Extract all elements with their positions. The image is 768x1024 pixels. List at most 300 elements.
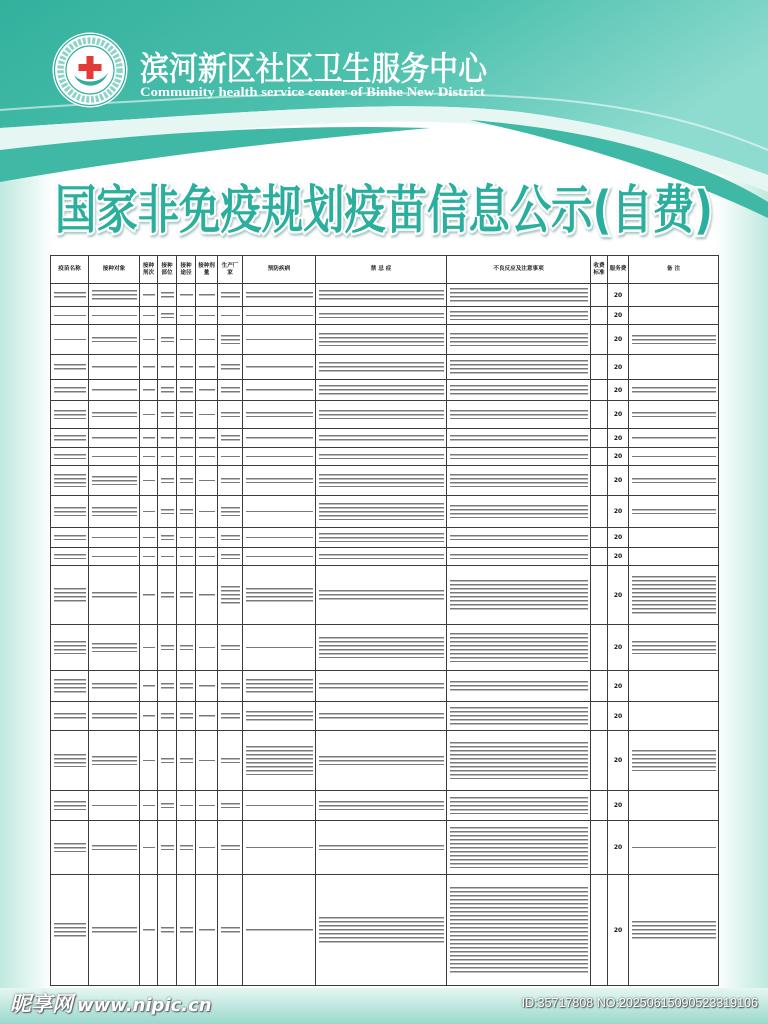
- table-cell: [196, 671, 218, 702]
- table-cell: [316, 307, 447, 325]
- illegible-small-print: [180, 412, 193, 418]
- table-cell: [629, 284, 719, 307]
- illegible-small-print: [221, 803, 240, 809]
- illegible-small-print: [92, 556, 137, 558]
- table-cell: [447, 821, 591, 875]
- illegible-small-print: [161, 437, 174, 439]
- header-adverse-reactions: 不良反应及注意事项: [447, 256, 591, 284]
- table-row: [51, 284, 719, 307]
- illegible-small-print: [319, 713, 444, 719]
- illegible-small-print: [632, 921, 716, 939]
- table-cell: [177, 528, 196, 548]
- table-cell: [89, 821, 140, 875]
- table-cell: [177, 875, 196, 986]
- table-cell: [591, 325, 608, 355]
- table-cell: [196, 875, 218, 986]
- table-row: [51, 625, 719, 671]
- illegible-small-print: [199, 647, 215, 649]
- table-cell: [608, 671, 629, 702]
- illegible-small-print: [319, 385, 444, 395]
- illegible-small-print: [319, 454, 444, 460]
- table-body: [51, 284, 719, 986]
- table-cell: [218, 625, 243, 671]
- illegible-small-print: [180, 713, 193, 719]
- table-cell: [89, 325, 140, 355]
- illegible-small-print: [143, 760, 155, 762]
- illegible-small-print: [54, 923, 86, 937]
- table-cell: [629, 821, 719, 875]
- table-cell: [243, 875, 316, 986]
- table-cell: [591, 731, 608, 791]
- illegible-small-print: [221, 927, 240, 933]
- service-fee-value: 20: [613, 591, 623, 599]
- table-cell: [158, 284, 177, 307]
- illegible-small-print: [450, 535, 588, 541]
- illegible-small-print: [632, 641, 716, 655]
- table-cell: [177, 566, 196, 625]
- illegible-small-print: [199, 414, 215, 416]
- table-cell: [51, 702, 89, 731]
- table-cell: [447, 496, 591, 528]
- illegible-small-print: [319, 533, 444, 543]
- org-name-en: Community health service center of Binhe New District: [140, 84, 486, 99]
- illegible-small-print: [161, 292, 174, 298]
- service-fee-value: 20: [613, 386, 623, 394]
- illegible-small-print: [199, 511, 215, 513]
- table-cell: [89, 528, 140, 548]
- table-cell: [158, 875, 177, 986]
- illegible-small-print: [92, 756, 137, 766]
- table-cell: [218, 548, 243, 566]
- table-cell: [447, 625, 591, 671]
- table-cell: [140, 429, 158, 448]
- table-cell: [629, 731, 719, 791]
- illegible-small-print: [92, 927, 137, 933]
- illegible-small-print: [221, 586, 240, 604]
- table-cell: [140, 528, 158, 548]
- table-cell: [591, 625, 608, 671]
- illegible-small-print: [180, 592, 193, 598]
- table-cell: [177, 307, 196, 325]
- service-fee-value: 20: [613, 844, 623, 851]
- table-cell: [89, 548, 140, 566]
- illegible-small-print: [199, 480, 215, 482]
- illegible-small-print: [161, 456, 174, 458]
- illegible-small-print: [221, 364, 240, 370]
- table-cell: [158, 731, 177, 791]
- table-cell: [51, 821, 89, 875]
- illegible-small-print: [450, 454, 588, 460]
- illegible-small-print: [143, 414, 155, 416]
- table-cell: [158, 448, 177, 466]
- table-cell: [140, 791, 158, 821]
- table-cell: [316, 466, 447, 496]
- table-cell: [218, 566, 243, 625]
- illegible-small-print: [632, 437, 716, 439]
- illegible-small-print: [319, 333, 444, 347]
- table-cell: [591, 875, 608, 986]
- table-cell: [316, 791, 447, 821]
- illegible-small-print: [143, 315, 155, 317]
- illegible-small-print: [92, 412, 137, 418]
- illegible-small-print: [143, 480, 155, 482]
- illegible-small-print: [221, 535, 240, 541]
- illegible-small-print: [180, 387, 193, 393]
- illegible-small-print: [246, 292, 313, 298]
- table-cell: [177, 401, 196, 429]
- table-cell: [177, 380, 196, 401]
- table-cell: [89, 307, 140, 325]
- illegible-small-print: [221, 507, 240, 517]
- page-header: [0, 30, 520, 110]
- table-cell: [158, 380, 177, 401]
- table-cell: [316, 821, 447, 875]
- table-cell: [177, 731, 196, 791]
- illegible-small-print: [180, 478, 193, 484]
- illegible-small-print: [319, 503, 444, 521]
- table-cell: [629, 307, 719, 325]
- table-cell: [158, 821, 177, 875]
- table-cell: [629, 429, 719, 448]
- table-cell: [243, 731, 316, 791]
- table-cell: [177, 448, 196, 466]
- table-cell: [158, 566, 177, 625]
- illegible-small-print: [199, 315, 215, 317]
- header-disease: 预防疾病: [243, 256, 316, 284]
- table-cell: [196, 566, 218, 625]
- table-cell: [140, 496, 158, 528]
- table-cell: [89, 466, 140, 496]
- illegible-small-print: [632, 335, 716, 345]
- table-cell: [89, 401, 140, 429]
- watermark-id: ID:35717808 NO:20250615090523319106: [521, 996, 758, 1010]
- table-cell: [591, 791, 608, 821]
- illegible-small-print: [319, 637, 444, 659]
- table-cell: [177, 791, 196, 821]
- table-cell: [316, 548, 447, 566]
- illegible-small-print: [319, 801, 444, 811]
- table-cell: [447, 355, 591, 380]
- service-fee-value: 20: [613, 363, 623, 371]
- table-cell: [629, 791, 719, 821]
- table-cell: [243, 325, 316, 355]
- table-cell: [196, 284, 218, 307]
- illegible-small-print: [199, 366, 215, 368]
- table-cell: [608, 731, 629, 791]
- illegible-small-print: [180, 366, 193, 368]
- illegible-small-print: [221, 387, 240, 393]
- illegible-small-print: [92, 389, 137, 391]
- illegible-small-print: [92, 366, 137, 368]
- illegible-small-print: [92, 537, 137, 539]
- table-cell: [608, 401, 629, 429]
- illegible-small-print: [92, 290, 137, 300]
- table-cell: [140, 325, 158, 355]
- illegible-small-print: [143, 366, 155, 368]
- illegible-small-print: [180, 805, 193, 807]
- illegible-small-print: [246, 437, 313, 439]
- table-cell: [608, 355, 629, 380]
- illegible-small-print: [246, 366, 313, 368]
- illegible-small-print: [450, 505, 588, 519]
- illegible-small-print: [92, 805, 137, 807]
- page-title-block: [0, 160, 768, 250]
- illegible-small-print: [221, 683, 240, 689]
- table-cell: [447, 548, 591, 566]
- table-row: [51, 401, 719, 429]
- table-cell: [158, 496, 177, 528]
- table-row: [51, 671, 719, 702]
- table-row: [51, 821, 719, 875]
- illegible-small-print: [450, 707, 588, 725]
- table-cell: [608, 284, 629, 307]
- illegible-small-print: [161, 758, 174, 764]
- illegible-small-print: [450, 554, 588, 560]
- service-fee-value: 20: [613, 411, 623, 418]
- table-cell: [608, 625, 629, 671]
- illegible-small-print: [246, 929, 313, 931]
- table-cell: [218, 307, 243, 325]
- illegible-small-print: [199, 339, 215, 341]
- table-cell: [243, 671, 316, 702]
- illegible-small-print: [143, 437, 155, 439]
- table-cell: [177, 496, 196, 528]
- table-cell: [218, 791, 243, 821]
- table-row: [51, 702, 719, 731]
- table-cell: [89, 791, 140, 821]
- illegible-small-print: [319, 410, 444, 420]
- table-cell: [447, 429, 591, 448]
- table-cell: [608, 380, 629, 401]
- table-cell: [447, 325, 591, 355]
- table-cell: [218, 325, 243, 355]
- table-cell: [89, 284, 140, 307]
- illegible-small-print: [143, 537, 155, 539]
- table-cell: [218, 731, 243, 791]
- table-cell: [447, 702, 591, 731]
- illegible-small-print: [221, 412, 240, 418]
- illegible-small-print: [450, 288, 588, 302]
- table-row: [51, 307, 719, 325]
- table-cell: [447, 380, 591, 401]
- illegible-small-print: [54, 339, 86, 341]
- illegible-small-print: [199, 389, 215, 391]
- table-cell: [243, 429, 316, 448]
- table-cell: [177, 821, 196, 875]
- illegible-small-print: [92, 315, 137, 317]
- illegible-small-print: [143, 685, 155, 687]
- illegible-small-print: [632, 576, 716, 614]
- illegible-small-print: [221, 845, 240, 851]
- table-cell: [140, 466, 158, 496]
- table-cell: [243, 466, 316, 496]
- header-site: 接种部位: [158, 256, 177, 284]
- illegible-small-print: [161, 556, 174, 558]
- table-cell: [196, 466, 218, 496]
- illegible-small-print: [632, 412, 716, 418]
- illegible-small-print: [161, 683, 174, 689]
- header-service-fee: 服务费: [608, 256, 629, 284]
- illegible-small-print: [161, 713, 174, 719]
- service-fee-value: 20: [613, 802, 623, 809]
- service-fee-value: 20: [613, 477, 623, 484]
- illegible-small-print: [450, 385, 588, 395]
- table-cell: [177, 429, 196, 448]
- illegible-small-print: [180, 645, 193, 651]
- table-cell: [591, 284, 608, 307]
- illegible-small-print: [199, 929, 215, 931]
- table-cell: [218, 466, 243, 496]
- table-cell: [591, 671, 608, 702]
- table-cell: [51, 791, 89, 821]
- table-cell: [177, 284, 196, 307]
- table-cell: [51, 875, 89, 986]
- header-target-group: 接种对象: [89, 256, 140, 284]
- illegible-small-print: [221, 435, 240, 441]
- table-cell: [89, 496, 140, 528]
- table-cell: [316, 731, 447, 791]
- table-cell: [608, 702, 629, 731]
- table-cell: [51, 325, 89, 355]
- illegible-small-print: [161, 478, 174, 484]
- table-cell: [196, 496, 218, 528]
- table-cell: [51, 731, 89, 791]
- table-row: [51, 496, 719, 528]
- illegible-small-print: [246, 315, 313, 317]
- illegible-small-print: [221, 713, 240, 719]
- watermark-site-url: www.nipic.cn: [77, 995, 212, 1016]
- table-cell: [51, 448, 89, 466]
- table-cell: [158, 307, 177, 325]
- illegible-small-print: [319, 474, 444, 488]
- table-cell: [177, 325, 196, 355]
- illegible-small-print: [92, 713, 137, 719]
- table-cell: [89, 731, 140, 791]
- table-cell: [89, 566, 140, 625]
- illegible-small-print: [161, 645, 174, 651]
- table-cell: [140, 548, 158, 566]
- illegible-small-print: [180, 294, 193, 296]
- table-cell: [608, 821, 629, 875]
- service-fee-value: 20: [613, 682, 623, 690]
- illegible-small-print: [143, 647, 155, 649]
- table-cell: [316, 401, 447, 429]
- illegible-small-print: [199, 805, 215, 807]
- illegible-small-print: [319, 313, 444, 319]
- table-cell: [196, 429, 218, 448]
- illegible-small-print: [161, 387, 174, 393]
- table-cell: [591, 496, 608, 528]
- table-cell: [140, 401, 158, 429]
- table-cell: [591, 380, 608, 401]
- illegible-small-print: [143, 805, 155, 807]
- illegible-small-print: [54, 588, 86, 602]
- table-cell: [158, 528, 177, 548]
- table-cell: [608, 496, 629, 528]
- table-cell: [158, 325, 177, 355]
- illegible-small-print: [54, 315, 86, 317]
- table-cell: [140, 625, 158, 671]
- table-cell: [591, 528, 608, 548]
- illegible-small-print: [450, 580, 588, 610]
- service-fee-value: 20: [613, 508, 623, 515]
- illegible-small-print: [319, 290, 444, 300]
- illegible-small-print: [632, 478, 716, 484]
- page-title: 国家非免疫规划疫苗信息公示(自费): [55, 181, 713, 241]
- table-cell: [629, 325, 719, 355]
- service-fee-value: 20: [613, 926, 623, 934]
- illegible-small-print: [54, 474, 86, 488]
- illegible-small-print: [161, 535, 174, 541]
- table-cell: [243, 548, 316, 566]
- service-fee-value: 20: [613, 644, 623, 651]
- table-cell: [243, 380, 316, 401]
- illegible-small-print: [92, 437, 137, 439]
- service-fee-value: 20: [613, 434, 623, 442]
- table-cell: [316, 625, 447, 671]
- table-cell: [243, 355, 316, 380]
- illegible-small-print: [199, 294, 215, 296]
- illegible-small-print: [319, 845, 444, 851]
- illegible-small-print: [143, 511, 155, 513]
- table-cell: [629, 355, 719, 380]
- illegible-small-print: [54, 554, 86, 560]
- illegible-small-print: [54, 435, 86, 441]
- table-cell: [218, 875, 243, 986]
- illegible-small-print: [199, 715, 215, 717]
- table-cell: [629, 380, 719, 401]
- table-cell: [243, 496, 316, 528]
- table-cell: [591, 429, 608, 448]
- illegible-small-print: [180, 556, 193, 558]
- illegible-small-print: [180, 437, 193, 439]
- illegible-small-print: [450, 410, 588, 420]
- table-cell: [243, 791, 316, 821]
- table-cell: [447, 466, 591, 496]
- table-cell: [608, 466, 629, 496]
- table-cell: [316, 671, 447, 702]
- table-cell: [243, 448, 316, 466]
- table-cell: [89, 875, 140, 986]
- table-cell: [218, 821, 243, 875]
- illegible-small-print: [92, 507, 137, 517]
- table-cell: [89, 625, 140, 671]
- table-cell: [51, 355, 89, 380]
- illegible-small-print: [161, 509, 174, 515]
- illegible-small-print: [54, 713, 86, 719]
- illegible-small-print: [221, 554, 240, 560]
- illegible-small-print: [246, 537, 313, 539]
- table-cell: [196, 380, 218, 401]
- illegible-small-print: [221, 315, 240, 317]
- illegible-small-print: [450, 333, 588, 347]
- table-cell: [89, 671, 140, 702]
- table-cell: [177, 702, 196, 731]
- table-cell: [316, 702, 447, 731]
- table-cell: [140, 875, 158, 986]
- table-cell: [629, 566, 719, 625]
- illegible-small-print: [54, 507, 86, 517]
- service-fee-value: 20: [613, 291, 623, 299]
- illegible-small-print: [54, 454, 86, 460]
- table-cell: [629, 528, 719, 548]
- illegible-small-print: [180, 509, 193, 515]
- table-cell: [608, 325, 629, 355]
- table-cell: [447, 401, 591, 429]
- illegible-small-print: [246, 412, 313, 418]
- table-cell: [447, 671, 591, 702]
- watermark-site-name: 昵享网: [10, 992, 73, 1016]
